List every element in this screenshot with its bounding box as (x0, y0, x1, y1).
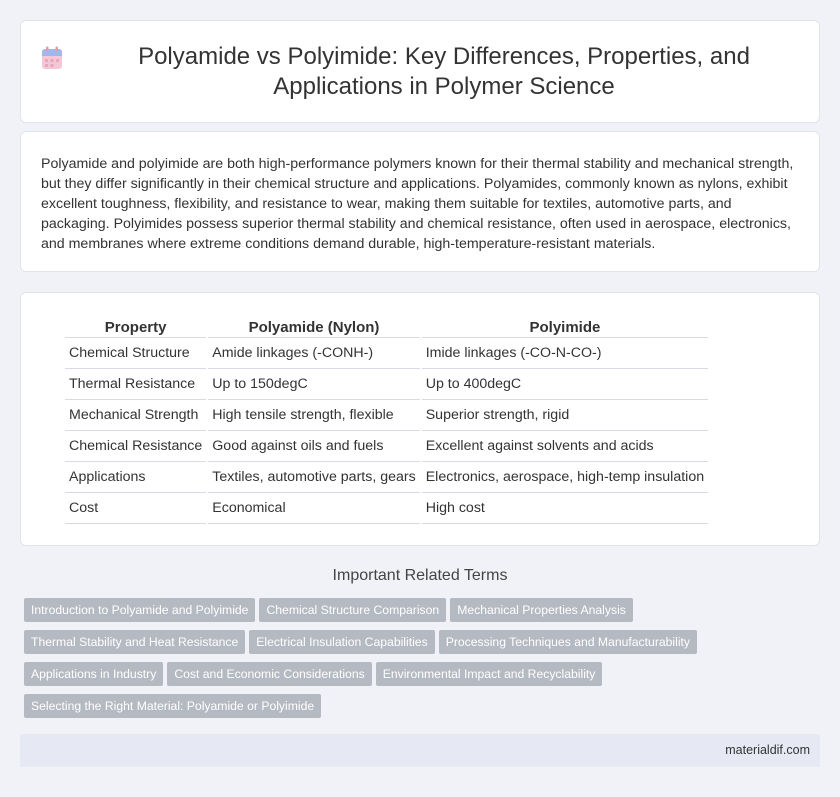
related-terms-heading: Important Related Terms (332, 567, 508, 584)
tag-chemical-structure[interactable]: Chemical Structure Comparison (259, 598, 446, 622)
related-terms-tags (20, 598, 724, 726)
tag-processing-techniques[interactable]: Processing Techniques and Manufacturability (439, 630, 697, 654)
table-cell: Electronics, aerospace, high-temp insulation (422, 462, 708, 493)
column-header-property: Property (65, 315, 206, 338)
table-cell: Excellent against solvents and acids (422, 431, 708, 462)
header-card (20, 20, 820, 123)
table-row (65, 431, 708, 462)
tag-thermal-stability[interactable]: Thermal Stability and Heat Resistance (24, 630, 245, 654)
intro-paragraph: Polyamide and polyimide are both high-performance polymers known for their thermal stability and mechanical strength, but they differ significantly in their chemical structure and applications. Polyamides, commonly known as nylons, exhibit excellent toughness, flexibility, and resistance to wear, making them suitable for textiles, automotive parts, and packaging. Polyimides possess superior thermal stability and chemical resistance, often used in aerospace, electronics, and membranes where extreme conditions demand durable, high-temperature-resistant materials. (41, 156, 794, 252)
table-cell: Textiles, automotive parts, gears (208, 462, 419, 493)
tag-electrical-insulation[interactable]: Electrical Insulation Capabilities (249, 630, 434, 654)
tag-applications[interactable]: Applications in Industry (24, 662, 163, 686)
table-cell: Superior strength, rigid (422, 400, 708, 431)
title-row (21, 42, 819, 102)
table-cell: Applications (65, 462, 206, 493)
tag-mechanical-properties[interactable]: Mechanical Properties Analysis (450, 598, 633, 622)
table-row (65, 369, 708, 400)
table-cell: Imide linkages (-CO-N-CO-) (422, 338, 708, 369)
table-cell: Mechanical Strength (65, 400, 206, 431)
table-cell: Chemical Resistance (65, 431, 206, 462)
footer (20, 734, 820, 767)
table-header-row (65, 315, 708, 338)
tag-environmental-impact[interactable]: Environmental Impact and Recyclability (376, 662, 603, 686)
table-cell: Good against oils and fuels (208, 431, 419, 462)
table-cell: Amide linkages (-CONH-) (208, 338, 419, 369)
table-cell: High cost (422, 493, 708, 524)
tag-cost[interactable]: Cost and Economic Considerations (167, 662, 371, 686)
table-row (65, 338, 708, 369)
page-title: Polyamide vs Polyimide: Key Differences, Properties, and Applications in Polymer Science (138, 42, 750, 100)
calendar-icon (41, 46, 63, 70)
table-row (65, 400, 708, 431)
column-header-polyamide: Polyamide (Nylon) (208, 315, 419, 338)
table-cell: Up to 400degC (422, 369, 708, 400)
table-cell: Thermal Resistance (65, 369, 206, 400)
table-row (65, 493, 708, 524)
table-cell: Economical (208, 493, 419, 524)
table-cell: Up to 150degC (208, 369, 419, 400)
column-header-polyimide: Polyimide (422, 315, 708, 338)
related-terms-section (20, 564, 820, 726)
comparison-card (20, 292, 820, 546)
footer-site-link[interactable]: materialdif.com (725, 743, 810, 757)
intro-card (20, 131, 820, 272)
comparison-table (63, 315, 710, 524)
table-cell: High tensile strength, flexible (208, 400, 419, 431)
table-row (65, 462, 708, 493)
tag-selecting-material[interactable]: Selecting the Right Material: Polyamide or Polyimide (24, 694, 321, 718)
table-cell: Cost (65, 493, 206, 524)
table-cell: Chemical Structure (65, 338, 206, 369)
tag-introduction[interactable]: Introduction to Polyamide and Polyimide (24, 598, 255, 622)
